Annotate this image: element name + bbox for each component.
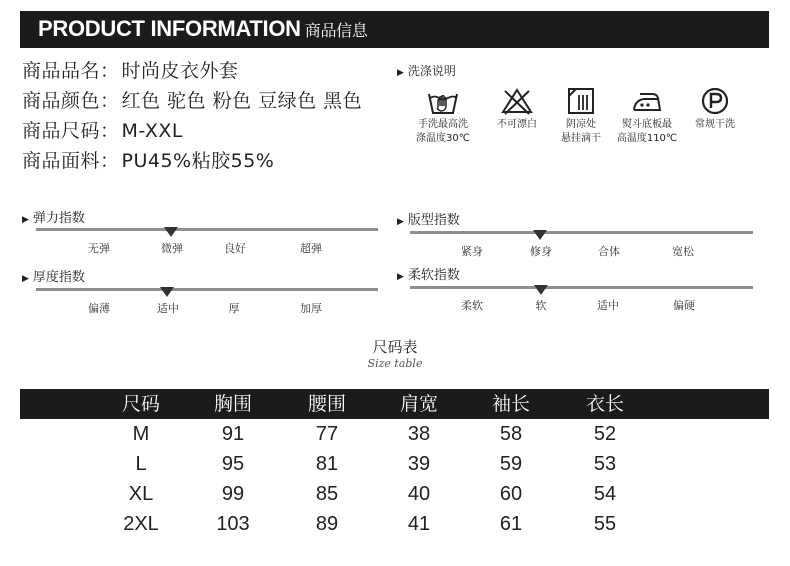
wash-label: 悬挂滴干 [561, 133, 601, 144]
table-cell: M [132, 423, 150, 445]
fit-title: 版型指数 [407, 213, 460, 228]
elasticity-option: 无弹 [88, 242, 110, 255]
table-header-cell: 胸围 [213, 393, 253, 415]
table-cell: 54 [593, 483, 617, 505]
info-value: 红色 驼色 粉色 豆绿色 黑色 [121, 90, 363, 112]
header-title-en: PRODUCT INFORMATION [38, 16, 301, 41]
triangle-icon: ▶ [397, 272, 404, 282]
wash-item-dry-clean [680, 86, 750, 132]
wash-label: 常规干洗 [695, 119, 735, 130]
table-header-cell: 腰围 [307, 393, 347, 415]
size-table-title: 尺码表 [372, 338, 418, 356]
wash-item-iron [612, 86, 682, 146]
wash-label: 阴凉处 [566, 119, 596, 130]
fit-marker [533, 230, 547, 240]
table-cell: 53 [593, 453, 617, 475]
wash-label: 手洗最高洗 [418, 119, 468, 130]
wash-label: 涤温度30℃ [416, 133, 470, 144]
info-name [22, 56, 362, 86]
fit-option: 合体 [598, 245, 620, 258]
table-cell: 91 [221, 423, 245, 445]
fit-option: 紧身 [461, 245, 483, 258]
table-cell: 95 [221, 453, 245, 475]
wash-title-text: 洗涤说明 [407, 64, 456, 78]
info-label: 商品尺码： [22, 120, 120, 142]
elasticity-scale-line [36, 228, 378, 231]
wash-item-drip-dry [546, 86, 616, 146]
info-value: PU45%粘胶55% [121, 150, 275, 172]
info-value: M-XXL [121, 120, 183, 142]
wash-label: 不可漂白 [497, 119, 537, 130]
info-value: 时尚皮衣外套 [121, 60, 239, 82]
triangle-icon: ▶ [397, 68, 404, 78]
table-cell: 39 [407, 453, 431, 475]
header-title [38, 15, 368, 45]
wash-item-hand-wash [408, 86, 478, 146]
triangle-icon: ▶ [22, 274, 29, 284]
product-info [22, 56, 362, 176]
table-header-cell: 衣长 [585, 393, 625, 415]
thickness-scale-line [36, 288, 378, 291]
table-cell: 55 [593, 513, 617, 535]
softness-label [397, 264, 460, 283]
drip-dry-shade-icon [564, 86, 598, 116]
size-table-header [20, 389, 769, 419]
table-cell: 85 [315, 483, 339, 505]
table-cell: 81 [315, 453, 339, 475]
table-cell: 40 [407, 483, 431, 505]
wash-label: 高温度110℃ [616, 133, 678, 144]
wash-label: 熨斗底板最 [622, 119, 672, 130]
hand-wash-icon [426, 86, 460, 116]
table-cell: 60 [499, 483, 523, 505]
thickness-title: 厚度指数 [32, 270, 85, 285]
table-cell: 103 [216, 513, 250, 535]
table-header-cell: 尺码 [121, 393, 161, 415]
table-header-cell: 肩宽 [399, 393, 439, 415]
table-cell: 77 [315, 423, 339, 445]
header-bar [20, 11, 769, 48]
softness-scale-line [410, 286, 753, 289]
fit-option: 修身 [530, 245, 552, 258]
softness-option: 偏硬 [673, 299, 695, 312]
info-fabric [22, 146, 362, 176]
table-cell: 89 [315, 513, 339, 535]
info-colors [22, 86, 362, 116]
thickness-marker [160, 287, 174, 297]
fit-scale-line [410, 231, 753, 234]
elasticity-option: 良好 [224, 242, 246, 255]
table-header-cell: 袖长 [491, 393, 531, 415]
fit-label [397, 209, 460, 228]
size-table-subtitle: Size table [367, 357, 423, 370]
table-cell: 99 [221, 483, 245, 505]
thickness-option: 加厚 [300, 302, 322, 315]
table-cell: 61 [499, 513, 523, 535]
iron-icon [630, 86, 664, 116]
wash-item-no-bleach [482, 86, 552, 132]
table-cell: 52 [593, 423, 617, 445]
dry-clean-icon [698, 86, 732, 116]
elasticity-label [22, 207, 85, 226]
thickness-option: 偏薄 [88, 302, 110, 315]
softness-option: 软 [535, 299, 547, 312]
table-cell: L [135, 453, 147, 475]
table-cell: 38 [407, 423, 431, 445]
elasticity-option: 微弹 [161, 242, 183, 255]
triangle-icon: ▶ [22, 215, 29, 225]
triangle-icon: ▶ [397, 217, 404, 227]
info-label: 商品面料： [22, 150, 120, 172]
softness-title: 柔软指数 [407, 268, 460, 283]
softness-marker [534, 285, 548, 295]
info-sizes [22, 116, 362, 146]
wash-title [397, 62, 456, 79]
elasticity-title: 弹力指数 [32, 211, 85, 226]
thickness-option: 适中 [157, 302, 179, 315]
fit-option: 宽松 [672, 245, 694, 258]
elasticity-marker [164, 227, 178, 237]
thickness-option: 厚 [228, 302, 240, 315]
thickness-label [22, 266, 85, 285]
softness-option: 适中 [597, 299, 619, 312]
table-cell: 59 [499, 453, 523, 475]
softness-option: 柔软 [461, 299, 483, 312]
table-cell: XL [128, 483, 154, 505]
table-cell: 58 [499, 423, 523, 445]
table-cell: 41 [407, 513, 431, 535]
elasticity-option: 超弹 [300, 242, 322, 255]
info-label: 商品颜色： [22, 90, 120, 112]
header-title-cn: 商品信息 [304, 21, 368, 40]
table-cell: 2XL [123, 513, 159, 535]
no-bleach-icon [500, 86, 534, 116]
info-label: 商品品名： [22, 60, 120, 82]
